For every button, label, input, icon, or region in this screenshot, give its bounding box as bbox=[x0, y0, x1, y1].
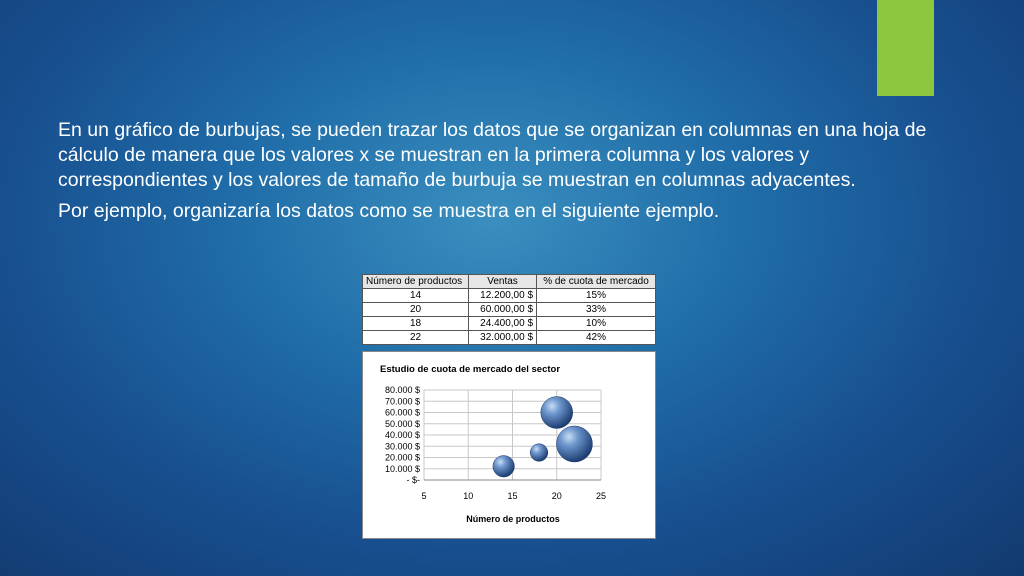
header-products: Número de productos bbox=[363, 275, 469, 289]
cell-share: 10% bbox=[537, 317, 656, 331]
cell-sales: 12.200,00 $ bbox=[469, 289, 537, 303]
table-row bbox=[363, 317, 656, 331]
table-row bbox=[363, 303, 656, 317]
cell-sales: 60.000,00 $ bbox=[469, 303, 537, 317]
accent-bar bbox=[877, 0, 934, 96]
y-tick-label: 70.000 $ bbox=[384, 396, 420, 407]
slide-text bbox=[58, 118, 958, 230]
cell-share: 42% bbox=[537, 331, 656, 345]
x-tick-labels bbox=[421, 491, 606, 501]
y-tick-label: 50.000 $ bbox=[384, 418, 420, 429]
cell-sales: 24.400,00 $ bbox=[469, 317, 537, 331]
y-tick-label: 20.000 $ bbox=[384, 452, 420, 463]
bubble-chart bbox=[362, 351, 656, 539]
header-sales: Ventas bbox=[469, 275, 537, 289]
y-tick-label: 40.000 $ bbox=[384, 430, 420, 440]
x-tick-label: 15 bbox=[507, 491, 518, 501]
cell-sales: 32.000,00 $ bbox=[469, 331, 537, 345]
y-tick-label: - $- bbox=[406, 475, 420, 485]
y-tick-label: 80.000 $ bbox=[384, 385, 420, 395]
y-tick-labels bbox=[385, 385, 420, 485]
y-tick-label: 10.000 $ bbox=[384, 463, 420, 474]
table-header-row bbox=[363, 275, 656, 289]
chart-title: Estudio de cuota de mercado del sector bbox=[380, 364, 561, 375]
bubble-chart-svg bbox=[363, 352, 657, 540]
bubble-point bbox=[556, 426, 592, 462]
bubble-point bbox=[493, 456, 515, 478]
x-tick-label: 5 bbox=[421, 491, 427, 501]
cell-share: 33% bbox=[537, 303, 656, 317]
cell-products: 20 bbox=[363, 303, 469, 317]
table-row bbox=[363, 289, 656, 303]
paragraph-intro: En un gráfico de burbujas, se pueden trazar los datos que se organizan en columnas en una hoja de cálculo de manera que los valores x se muestran en la primera columna y los valores y correspondientes y los valores de tamaño de burbuja se muestran en columnas adyacentes. bbox=[58, 119, 927, 191]
y-tick-label: 30.000 $ bbox=[384, 441, 420, 452]
x-tick-label: 20 bbox=[551, 491, 562, 501]
x-tick-label: 25 bbox=[595, 491, 607, 501]
cell-products: 18 bbox=[363, 317, 469, 331]
header-share: % de cuota de mercado bbox=[537, 275, 656, 289]
y-tick-label: 60.000 $ bbox=[384, 407, 420, 418]
paragraph-example: Por ejemplo, organizaría los datos como se muestra en el siguiente ejemplo. bbox=[58, 200, 720, 222]
x-axis-label: Número de productos bbox=[466, 514, 560, 524]
cell-products: 22 bbox=[363, 331, 469, 345]
bubble-point bbox=[541, 397, 573, 429]
cell-products: 14 bbox=[363, 289, 469, 303]
bubble-point bbox=[530, 444, 548, 462]
bubbles bbox=[493, 397, 593, 477]
x-tick-label: 10 bbox=[463, 491, 474, 501]
cell-share: 15% bbox=[537, 289, 656, 303]
data-table bbox=[362, 274, 656, 345]
table-row bbox=[363, 331, 656, 345]
